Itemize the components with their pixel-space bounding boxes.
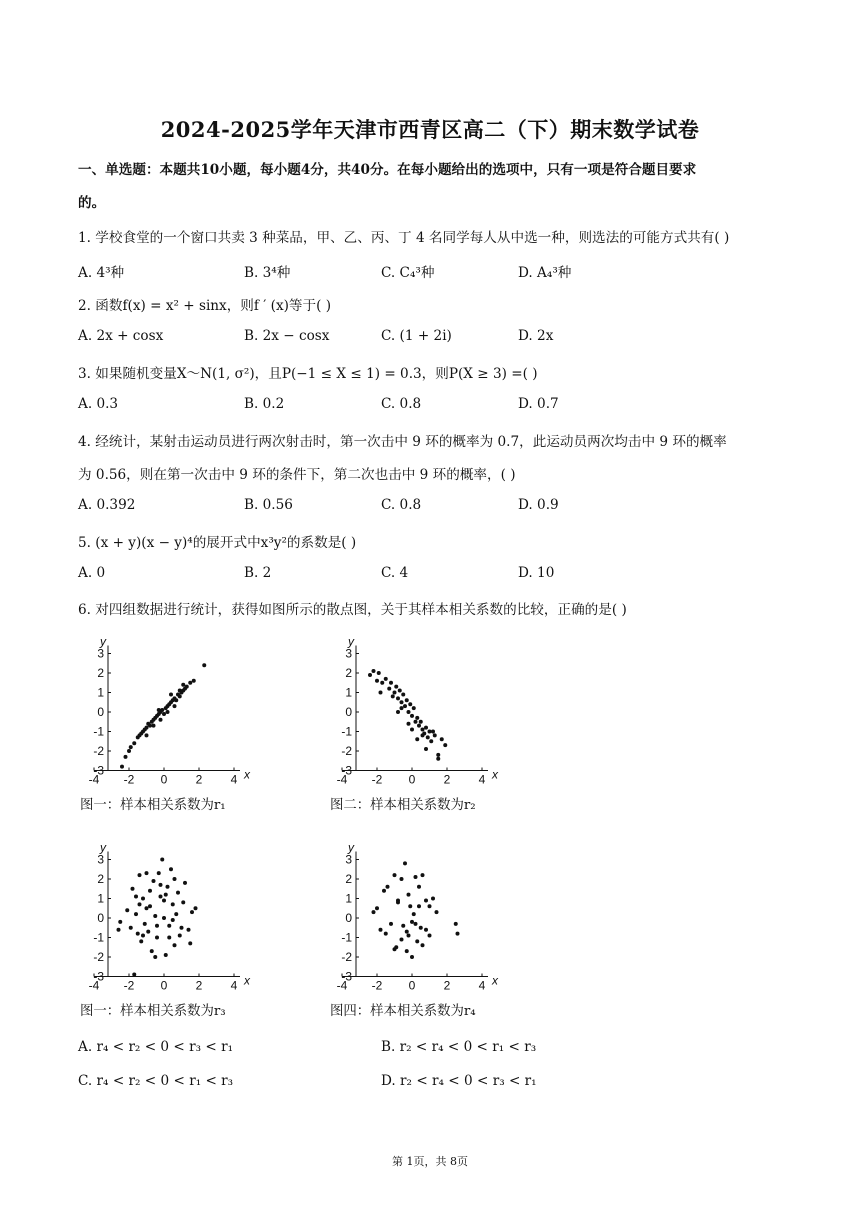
scatter-point [138, 873, 142, 877]
scatter-point [408, 702, 412, 706]
y-tick-label: 2 [345, 666, 352, 680]
scatter-point [141, 934, 145, 938]
scatter-point [414, 922, 418, 926]
scatter-point [412, 706, 416, 710]
scatter-point [421, 733, 425, 737]
scatter-point [393, 873, 397, 877]
x-tick-label: 2 [443, 772, 451, 787]
scatter-point [431, 897, 435, 901]
scatter-point [138, 902, 142, 906]
scatter-point [146, 930, 150, 934]
scatter-point [393, 691, 397, 695]
scatter-point [414, 875, 418, 879]
y-tick-label: -1 [93, 724, 104, 739]
question-2: 2. 函数f(x) = x² + sinx，则f ′ (x)等于( ) [78, 298, 332, 314]
scatter-point [405, 698, 409, 702]
q1-option-c[interactable]: C. C₄³种 [381, 265, 435, 281]
scatter-point [134, 912, 138, 916]
scatter-point [440, 737, 444, 741]
scatter-point [405, 949, 409, 953]
scatter-point [407, 934, 411, 938]
scatter-point [148, 904, 152, 908]
question-4: 4. 经统计，某射击运动员进行两次射击时，第一次击中 9 环的概率为 0.7，此运动员两次均击中 9 环的概率 [78, 434, 727, 450]
x-tick-label: 0 [408, 978, 416, 993]
scatter-point [153, 914, 157, 918]
scatter-point [129, 926, 133, 930]
scatter-point [136, 932, 140, 936]
scatter-point [424, 747, 428, 751]
scatter-point [143, 922, 147, 926]
scatter-point [415, 939, 419, 943]
y-tick-label: -3 [93, 969, 104, 984]
scatter-plot-3 [74, 832, 274, 992]
page-title: 2024-2025学年天津市西青区高二（下）期末数学试卷 [160, 117, 700, 142]
scatter-point [171, 902, 175, 906]
scatter-point [173, 877, 177, 881]
y-tick-label: -3 [341, 763, 352, 778]
scatter-point [417, 904, 421, 908]
y-tick-label: 1 [345, 891, 352, 906]
scatter-point [145, 733, 149, 737]
scatter-point [171, 918, 175, 922]
scatter-point [169, 867, 173, 871]
scatter-point [375, 679, 379, 683]
scatter-point [153, 955, 157, 959]
section-heading-cont: 的。 [78, 195, 106, 211]
scatter-point [164, 953, 168, 957]
scatter-point [400, 706, 404, 710]
scatter-point [131, 887, 135, 891]
scatter-point [410, 728, 414, 732]
scatter-point [160, 858, 164, 862]
scatter-point [428, 934, 432, 938]
scatter-point [396, 710, 400, 714]
scatter-point [180, 926, 184, 930]
x-tick-label: 2 [443, 978, 451, 993]
scatter-point [380, 681, 384, 685]
scatter-point [435, 910, 439, 914]
y-tick-label: -1 [341, 930, 352, 945]
scatter-point [141, 897, 145, 901]
q3-option-c[interactable]: C. 0.8 [381, 396, 422, 412]
scatter-plot-1 [74, 626, 274, 786]
scatter-point [403, 704, 407, 708]
scatter-point [407, 893, 411, 897]
scatter-point [190, 910, 194, 914]
scatter-point [393, 947, 397, 951]
scatter-point [417, 885, 421, 889]
scatter-point [160, 708, 164, 712]
q6-option-c[interactable]: C. r₄ < r₂ < 0 < r₁ < r₃ [78, 1073, 234, 1089]
scatter-point [120, 765, 124, 769]
x-tick-label: 4 [230, 772, 238, 787]
scatter-point [188, 681, 192, 685]
scatter-point [421, 943, 425, 947]
scatter-point [407, 722, 411, 726]
y-tick-label: 1 [97, 685, 104, 700]
scatter-point [428, 904, 432, 908]
y-tick-label: -1 [341, 724, 352, 739]
scatter-point [372, 669, 376, 673]
plot-caption-3: 图一：样本相关系数为r₃ [80, 1004, 226, 1019]
scatter-point [117, 928, 121, 932]
scatter-point [401, 924, 405, 928]
y-tick-label: 0 [97, 705, 104, 719]
scatter-point [428, 730, 432, 734]
scatter-point [412, 912, 416, 916]
scatter-point [159, 718, 163, 722]
scatter-point [118, 920, 122, 924]
scatter-point [431, 730, 435, 734]
scatter-point [159, 883, 163, 887]
y-tick-label: 0 [345, 705, 352, 719]
scatter-point [389, 922, 393, 926]
question-1: 1. 学校食堂的一个窗口共卖 3 种菜品，甲、乙、丙、丁 4 名同学每人从中选一种，则选法的可能方式共有( ) [78, 230, 730, 246]
y-tick-label: 2 [97, 872, 104, 886]
scatter-point [403, 861, 407, 865]
scatter-point [181, 683, 185, 687]
plot-caption-2: 图二：样本相关系数为r₂ [330, 798, 476, 813]
q5-option-a[interactable]: A. 0 [78, 565, 106, 581]
scatter-point [145, 871, 149, 875]
scatter-point [152, 879, 156, 883]
y-tick-label: 3 [345, 852, 352, 867]
q4-option-c[interactable]: C. 0.8 [381, 497, 422, 513]
scatter-point [157, 871, 161, 875]
scatter-point [178, 689, 182, 693]
scatter-point [162, 898, 166, 902]
scatter-point [188, 941, 192, 945]
scatter-point [394, 685, 398, 689]
x-tick-label: 0 [408, 772, 416, 787]
scatter-point [178, 934, 182, 938]
q2-option-d[interactable]: D. 2x [518, 328, 554, 344]
scatter-point [379, 691, 383, 695]
scatter-point [192, 679, 196, 683]
scatter-point [398, 689, 402, 693]
scatter-point [387, 687, 391, 691]
x-tick-label: -2 [123, 978, 135, 993]
y-tick-label: 1 [97, 891, 104, 906]
x-tick-label: 4 [478, 978, 486, 993]
scatter-point [187, 928, 191, 932]
x-axis-label: x [244, 973, 250, 988]
scatter-point [424, 928, 428, 932]
y-tick-label: -2 [341, 950, 352, 964]
q5-option-d[interactable]: D. 10 [518, 565, 555, 581]
scatter-point [415, 737, 419, 741]
section-heading: 一、单选题：本题共10小题，每小题4分，共40分。在每小题给出的选项中，只有一项是符合题目要求 [78, 162, 697, 178]
y-tick-label: 0 [345, 911, 352, 925]
scatter-point [145, 906, 149, 910]
scatter-point [166, 710, 170, 714]
scatter-point [382, 889, 386, 893]
scatter-point [148, 724, 152, 728]
scatter-point [407, 710, 411, 714]
y-tick-label: -1 [93, 930, 104, 945]
scatter-point [433, 733, 437, 737]
scatter-point [183, 881, 187, 885]
x-axis-label: x [244, 767, 250, 782]
x-tick-label: -2 [371, 978, 383, 993]
x-tick-label: -4 [88, 772, 100, 787]
scatter-point [167, 936, 171, 940]
q4-option-a[interactable]: A. 0.392 [78, 497, 136, 513]
x-axis-label: x [492, 973, 498, 988]
y-tick-label: 3 [97, 852, 104, 867]
y-axis-label: y [348, 840, 354, 855]
scatter-point [174, 698, 178, 702]
scatter-point [159, 895, 163, 899]
question-3: 3. 如果随机变量X～N(1, σ²)，且P(−1 ≤ X ≤ 1) = 0.3，则P(X ≥ 3) =( ) [78, 366, 538, 382]
y-axis-label: y [348, 634, 354, 649]
scatter-point [426, 735, 430, 739]
scatter-point [379, 928, 383, 932]
scatter-point [424, 898, 428, 902]
scatter-point [400, 937, 404, 941]
scatter-point [157, 708, 161, 712]
scatter-point [174, 912, 178, 916]
question-6: 6. 对四组数据进行统计，获得如图所示的散点图，关于其样本相关系数的比较，正确的是( ) [78, 602, 627, 618]
q1-option-b[interactable]: B. 3⁴种 [244, 265, 291, 281]
scatter-point [408, 904, 412, 908]
scatter-point [415, 716, 419, 720]
x-tick-label: 0 [160, 772, 168, 787]
scatter-point [375, 906, 379, 910]
scatter-point [400, 700, 404, 704]
y-tick-label: -3 [341, 969, 352, 984]
scatter-point [152, 724, 156, 728]
scatter-point [202, 663, 206, 667]
q6-option-a[interactable]: A. r₄ < r₂ < 0 < r₃ < r₁ [78, 1039, 234, 1055]
scatter-point [150, 949, 154, 953]
scatter-point [139, 939, 143, 943]
q3-option-b[interactable]: B. 0.2 [244, 396, 285, 412]
scatter-point [410, 955, 414, 959]
question-4-cont: 为 0.56，则在第一次击中 9 环的条件下，第二次也击中 9 环的概率，( ) [78, 467, 516, 483]
scatter-point [401, 692, 405, 696]
scatter-point [132, 973, 136, 977]
scatter-point [384, 932, 388, 936]
q3-option-a[interactable]: A. 0.3 [78, 396, 119, 412]
scatter-point [173, 704, 177, 708]
page-footer: 第 1页，共 8页 [392, 1155, 468, 1168]
scatter-point [414, 720, 418, 724]
scatter-point [132, 741, 136, 745]
scatter-point [436, 757, 440, 761]
y-tick-label: -2 [341, 744, 352, 758]
q2-option-a[interactable]: A. 2x + cosx [78, 328, 164, 344]
scatter-point [145, 726, 149, 730]
q5-option-c[interactable]: C. 4 [381, 565, 409, 581]
x-tick-label: -4 [336, 978, 348, 993]
scatter-point [185, 685, 189, 689]
scatter-point [125, 908, 129, 912]
scatter-point [178, 694, 182, 698]
scatter-point [400, 877, 404, 881]
y-tick-label: -3 [93, 763, 104, 778]
scatter-point [410, 920, 414, 924]
scatter-point [162, 712, 166, 716]
scatter-point [421, 728, 425, 732]
y-tick-label: 2 [97, 666, 104, 680]
scatter-point [127, 749, 131, 753]
scatter-point [166, 885, 170, 889]
scatter-point [167, 924, 171, 928]
scatter-point [169, 692, 173, 696]
x-tick-label: 4 [230, 978, 238, 993]
y-tick-label: 1 [345, 685, 352, 700]
scatter-point [396, 898, 400, 902]
scatter-point [391, 694, 395, 698]
scatter-point [386, 885, 390, 889]
q1-option-d[interactable]: D. A₄³种 [518, 265, 572, 281]
scatter-point [424, 726, 428, 730]
x-tick-label: 4 [478, 772, 486, 787]
q1-option-a[interactable]: A. 4³种 [78, 265, 125, 281]
scatter-point [164, 893, 168, 897]
scatter-point [419, 926, 423, 930]
q2-option-b[interactable]: B. 2x − cosx [244, 328, 330, 344]
q4-option-b[interactable]: B. 0.56 [244, 497, 293, 513]
scatter-point [134, 895, 138, 899]
scatter-point [377, 671, 381, 675]
scatter-point [155, 936, 159, 940]
y-tick-label: 0 [97, 911, 104, 925]
scatter-point [194, 906, 198, 910]
x-tick-label: -4 [336, 772, 348, 787]
scatter-plot-4 [322, 832, 522, 992]
plot-caption-1: 图一：样本相关系数为r₁ [80, 798, 226, 813]
scatter-point [162, 916, 166, 920]
scatter-point [443, 743, 447, 747]
scatter-point [384, 677, 388, 681]
scatter-point [396, 696, 400, 700]
plot-caption-4: 图四：样本相关系数为r₄ [330, 1004, 476, 1019]
scatter-point [405, 930, 409, 934]
y-tick-label: -2 [93, 950, 104, 964]
x-axis-label: x [492, 767, 498, 782]
scatter-point [372, 910, 376, 914]
scatter-point [368, 673, 372, 677]
question-5: 5. (x + y)(x − y)⁴的展开式中x³y²的系数是( ) [78, 535, 357, 551]
q5-option-b[interactable]: B. 2 [244, 565, 272, 581]
x-tick-label: 2 [195, 772, 203, 787]
x-tick-label: -4 [88, 978, 100, 993]
scatter-point [417, 724, 421, 728]
scatter-point [173, 943, 177, 947]
scatter-point [456, 932, 460, 936]
scatter-point [429, 739, 433, 743]
scatter-point [436, 753, 440, 757]
x-tick-label: -2 [371, 772, 383, 787]
q6-option-b[interactable]: B. r₂ < r₄ < 0 < r₁ < r₃ [381, 1039, 537, 1055]
scatter-point [148, 889, 152, 893]
x-tick-label: 0 [160, 978, 168, 993]
q3-option-d[interactable]: D. 0.7 [518, 396, 559, 412]
y-axis-label: y [100, 634, 106, 649]
y-tick-label: -2 [93, 744, 104, 758]
q6-option-d[interactable]: D. r₂ < r₄ < 0 < r₃ < r₁ [381, 1073, 537, 1089]
scatter-point [155, 924, 159, 928]
scatter-point [176, 891, 180, 895]
scatter-point [421, 873, 425, 877]
scatter-point [181, 900, 185, 904]
x-tick-label: -2 [123, 772, 135, 787]
y-tick-label: 3 [345, 646, 352, 661]
x-tick-label: 2 [195, 978, 203, 993]
scatter-point [454, 922, 458, 926]
y-tick-label: 2 [345, 872, 352, 886]
q2-option-c[interactable]: C. (1 + 2i) [381, 328, 452, 344]
scatter-point [389, 681, 393, 685]
scatter-point [419, 720, 423, 724]
scatter-point [410, 714, 414, 718]
scatter-point [129, 745, 133, 749]
y-tick-label: 3 [97, 646, 104, 661]
scatter-plot-2 [322, 626, 522, 786]
y-axis-label: y [100, 840, 106, 855]
q4-option-d[interactable]: D. 0.9 [518, 497, 559, 513]
scatter-point [124, 755, 128, 759]
